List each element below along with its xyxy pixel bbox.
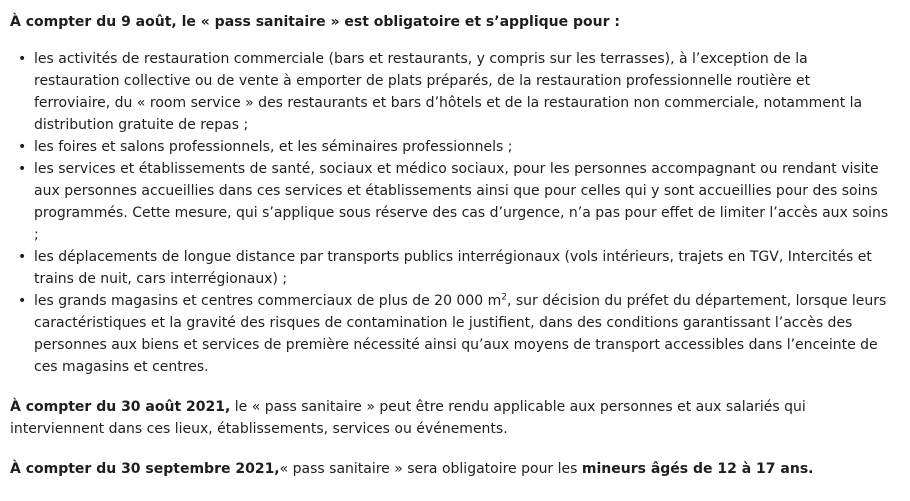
list-item-text: les activités de restauration commerciale (bars et restaurants, y compris sur les terrasses), à l’exception de la restauration collective ou de vente à emporter de plats préparés, de la restauration professionnelle routière et ferroviaire, du « room service » des restaurants et bars d’hôtels et de la restauration non commerciale, notamment la distribution gratuite de repas ; (34, 51, 863, 133)
bullet-icon: • (18, 293, 27, 309)
list-item-text-start: les grands magasins et centres commerciaux de plus de 20 000 m (34, 293, 502, 309)
paragraph-text: « pass sanitaire » sera obligatoire pour les (279, 461, 582, 477)
measures-list (10, 48, 910, 378)
date-label: À compter du 30 août 2021, (10, 399, 231, 415)
list-item-text-end: , sur décision du préfet du département, lorsque leurs caractéristiques et la gravité des risques de contamination le justifient, dans des conditions garantissant l’accès des personnes aux biens et services de première nécessité ainsi qu’aux moyens de transport accessibles dans l’enceinte de ces magasins et centres. (34, 293, 887, 375)
list-item (10, 48, 890, 136)
bullet-icon: • (18, 51, 27, 67)
list-item-text (34, 293, 886, 375)
section-heading: À compter du 9 août, le « pass sanitaire » est obligatoire et s’applique pour : (10, 14, 620, 30)
list-item (10, 290, 890, 378)
paragraph-august-30 (10, 396, 900, 440)
paragraph-text: le « pass sanitaire » peut être rendu applicable aux personnes et aux salariés qui interviennent dans ces lieux, établissements, services ou événements. (10, 399, 806, 437)
bullet-icon: • (18, 249, 27, 265)
list-item (10, 246, 890, 290)
list-item (10, 158, 890, 246)
list-item-text: les services et établissements de santé, sociaux et médico sociaux, pour les personnes accompagnant ou rendant visite aux personnes accueillies dans ces services et établissements ainsi que pour celles qui y sont accueillies pour des soins programmés. Cette mesure, qui s’applique sous réserve des cas d’urgence, n’a pas pour effet de limiter l’accès aux soins ; (34, 161, 889, 243)
list-item-text: les déplacements de longue distance par transports publics interrégionaux (vols intérieurs, trajets en TGV, Intercités et trains de nuit, cars interrégionaux) ; (34, 249, 872, 287)
superscript: 2 (501, 292, 507, 303)
paragraph-september-30 (10, 458, 900, 480)
list-item (10, 136, 890, 158)
date-label: À compter du 30 septembre 2021, (10, 461, 280, 477)
bullet-icon: • (18, 161, 27, 177)
list-item-text: les foires et salons professionnels, et les séminaires professionnels ; (34, 139, 513, 155)
bullet-icon: • (18, 139, 27, 155)
age-label: mineurs âgés de 12 à 17 ans. (581, 461, 814, 477)
